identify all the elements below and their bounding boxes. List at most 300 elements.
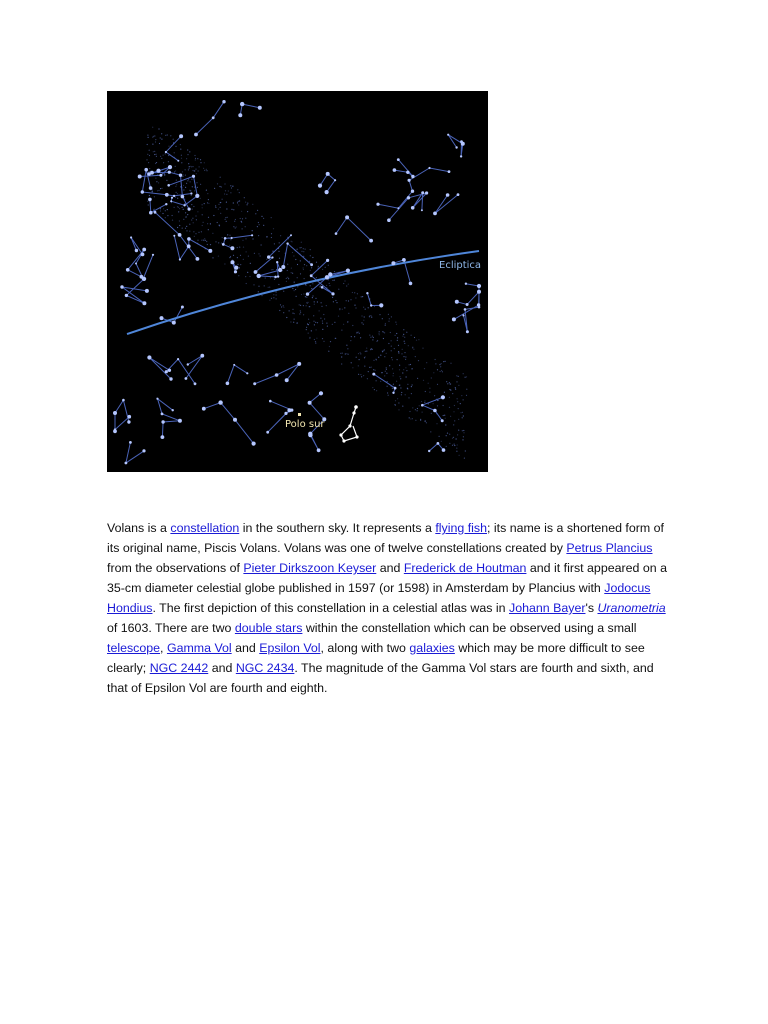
milky-way-dot — [398, 351, 399, 352]
star — [421, 404, 424, 407]
milky-way-dot — [204, 203, 205, 204]
milky-way-dot — [370, 349, 371, 350]
milky-way-dot — [392, 388, 393, 389]
milky-way-dot — [320, 285, 321, 286]
milky-way-dot — [408, 397, 409, 398]
milky-way-dot — [387, 386, 388, 387]
milky-way-dot — [180, 149, 181, 150]
milky-way-dot — [410, 418, 411, 419]
milky-way-dot — [272, 269, 273, 270]
milky-way-dot — [185, 169, 186, 170]
milky-way-dot — [149, 150, 150, 151]
milky-way-dot — [248, 256, 249, 257]
milky-way-dot — [218, 256, 219, 257]
milky-way-dot — [328, 279, 329, 280]
milky-way-dot — [456, 438, 457, 439]
milky-way-dot — [227, 234, 228, 235]
text-run: from the observations of — [107, 561, 244, 575]
star — [200, 354, 204, 358]
star — [165, 193, 169, 197]
milky-way-dot — [163, 155, 164, 156]
milky-way-dot — [224, 193, 225, 194]
star — [187, 237, 191, 241]
milky-way-dot — [449, 434, 450, 435]
star — [156, 398, 158, 400]
milky-way-dot — [385, 323, 386, 324]
milky-way-dot — [466, 395, 467, 396]
milky-way-dot — [411, 335, 412, 336]
link-galaxies[interactable]: galaxies — [409, 641, 455, 655]
star — [409, 282, 413, 286]
milky-way-dot — [435, 359, 436, 360]
milky-way-dot — [374, 389, 375, 390]
milky-way-dot — [202, 214, 203, 215]
milky-way-dot — [313, 315, 314, 316]
milky-way-dot — [197, 187, 198, 188]
milky-way-dot — [195, 169, 196, 170]
milky-way-dot — [371, 317, 372, 318]
link-constellation[interactable]: constellation — [170, 521, 240, 535]
milky-way-dot — [244, 197, 245, 198]
milky-way-dot — [463, 415, 464, 416]
milky-way-dot — [399, 385, 400, 386]
star — [446, 193, 450, 197]
milky-way-dot — [161, 158, 162, 159]
star — [466, 330, 469, 333]
star — [234, 270, 237, 273]
milky-way-dot — [191, 204, 192, 205]
milky-way-dot — [384, 375, 385, 376]
link-ngc-2442[interactable]: NGC 2442 — [149, 661, 209, 675]
milky-way-dot — [177, 198, 178, 199]
milky-way-dot — [152, 191, 153, 192]
milky-way-dot — [264, 285, 265, 286]
milky-way-dot — [391, 357, 392, 358]
milky-way-dot — [272, 251, 273, 252]
milky-way-dot — [190, 190, 191, 191]
milky-way-dot — [195, 233, 196, 234]
milky-way-dot — [442, 371, 443, 372]
milky-way-dot — [189, 166, 190, 167]
milky-way-dot — [356, 357, 357, 358]
milky-way-dot — [182, 171, 183, 172]
milky-way-dot — [194, 236, 195, 237]
milky-way-dot — [252, 230, 253, 231]
milky-way-dot — [328, 351, 329, 352]
star — [195, 194, 199, 198]
link-ngc-2434[interactable]: NGC 2434 — [235, 661, 295, 675]
milky-way-dot — [466, 389, 467, 390]
star — [125, 294, 128, 297]
milky-way-dot — [411, 368, 412, 369]
milky-way-dot — [376, 380, 377, 381]
milky-way-dot — [305, 249, 306, 250]
star — [428, 450, 430, 452]
milky-way-dot — [229, 245, 230, 246]
milky-way-dot — [361, 296, 362, 297]
milky-way-dot — [219, 225, 220, 226]
link-double-stars[interactable]: double stars — [234, 621, 303, 635]
star — [231, 237, 233, 239]
milky-way-dot — [155, 141, 156, 142]
star — [165, 370, 168, 373]
link-pieter-dirkszoon-keyser[interactable]: Pieter Dirkszoon Keyser — [243, 561, 377, 575]
milky-way-dot — [193, 206, 194, 207]
star — [455, 300, 459, 304]
star — [269, 400, 272, 403]
milky-way-dot — [352, 292, 353, 293]
star — [334, 179, 336, 181]
milky-way-dot — [206, 169, 207, 170]
milky-way-dot — [351, 336, 352, 337]
milky-way-dot — [373, 337, 374, 338]
milky-way-dot — [352, 367, 353, 368]
star — [464, 308, 467, 311]
milky-way-dot — [383, 338, 384, 339]
milky-way-dot — [165, 217, 166, 218]
milky-way-dot — [261, 244, 262, 245]
milky-way-dot — [306, 302, 307, 303]
milky-way-dot — [462, 430, 463, 431]
link-jodocus-hondius[interactable]: Jodocus Hondius — [107, 581, 651, 615]
milky-way-dot — [404, 343, 405, 344]
milky-way-dot — [172, 215, 173, 216]
milky-way-dot — [398, 409, 399, 410]
milky-way-dot — [195, 215, 196, 216]
milky-way-dot — [310, 255, 311, 256]
milky-way-dot — [177, 227, 178, 228]
milky-way-dot — [332, 297, 333, 298]
milky-way-dot — [303, 248, 304, 249]
milky-way-dot — [397, 340, 398, 341]
text-run: Volans is a — [107, 521, 171, 535]
milky-way-dot — [366, 351, 367, 352]
milky-way-dot — [245, 226, 246, 227]
milky-way-dot — [388, 343, 389, 344]
milky-way-dot — [406, 370, 407, 371]
text-run: . The first depiction of this constellation in a celestial atlas was in — [152, 601, 509, 615]
text-run: . The magnitude of the Gamma Vol stars are fourth and sixth, and that of Epsilon Vol are fourth and eighth. — [107, 661, 654, 695]
milky-way-dot — [329, 283, 330, 284]
star — [448, 170, 451, 173]
milky-way-dot — [160, 156, 161, 157]
star — [460, 155, 462, 157]
milky-way-dot — [407, 384, 408, 385]
milky-way-dot — [317, 301, 318, 302]
star — [281, 265, 285, 269]
milky-way-dot — [410, 364, 411, 365]
milky-way-dot — [308, 324, 309, 325]
milky-way-dot — [180, 144, 181, 145]
milky-way-dot — [305, 285, 306, 286]
star — [135, 263, 137, 265]
milky-way-dot — [177, 193, 178, 194]
milky-way-dot — [456, 381, 457, 382]
milky-way-dot — [370, 315, 371, 316]
milky-way-dot — [179, 225, 180, 226]
milky-way-dot — [181, 155, 182, 156]
star — [170, 200, 172, 202]
star — [138, 175, 142, 179]
milky-way-dot — [393, 384, 394, 385]
star — [442, 448, 446, 452]
milky-way-dot — [217, 183, 218, 184]
milky-way-dot — [398, 345, 399, 346]
milky-way-dot — [157, 190, 158, 191]
star — [277, 275, 279, 277]
star — [154, 211, 157, 214]
milky-way-dot — [361, 376, 362, 377]
milky-way-dot — [183, 219, 184, 220]
star — [406, 171, 409, 174]
link-petrus-plancius[interactable]: Petrus Plancius — [566, 541, 653, 555]
milky-way-dot — [398, 402, 399, 403]
milky-way-dot — [191, 195, 192, 196]
milky-way-dot — [338, 316, 339, 317]
star — [411, 190, 414, 193]
milky-way-dot — [201, 231, 202, 232]
star — [156, 169, 160, 173]
star — [407, 196, 410, 199]
milky-way-dot — [167, 209, 168, 210]
milky-way-dot — [163, 208, 164, 209]
milky-way-dot — [170, 135, 171, 136]
milky-way-dot — [293, 322, 294, 323]
milky-way-dot — [231, 187, 232, 188]
link-gamma-vol[interactable]: Gamma Vol — [166, 641, 232, 655]
milky-way-dot — [379, 334, 380, 335]
star — [222, 100, 225, 103]
milky-way-dot — [301, 251, 302, 252]
milky-way-dot — [343, 324, 344, 325]
milky-way-dot — [286, 317, 287, 318]
star — [190, 192, 192, 194]
milky-way-dot — [160, 210, 161, 211]
milky-way-dot — [417, 378, 418, 379]
milky-way-dot — [189, 151, 190, 152]
star — [465, 283, 467, 285]
milky-way-dot — [155, 178, 156, 179]
milky-way-dot — [323, 314, 324, 315]
milky-way-dot — [311, 288, 312, 289]
star — [171, 197, 173, 199]
milky-way-dot — [202, 207, 203, 208]
star — [147, 172, 151, 176]
milky-way-dot — [463, 436, 464, 437]
milky-way-dot — [462, 412, 463, 413]
milky-way-dot — [348, 313, 349, 314]
milky-way-dot — [205, 240, 206, 241]
milky-way-dot — [364, 357, 365, 358]
link-flying-fish[interactable]: flying fish — [435, 521, 487, 535]
milky-way-dot — [278, 251, 279, 252]
milky-way-dot — [395, 322, 396, 323]
milky-way-dot — [242, 228, 243, 229]
milky-way-dot — [225, 219, 226, 220]
milky-way-dot — [395, 405, 396, 406]
milky-way-dot — [466, 376, 467, 377]
milky-way-dot — [234, 221, 235, 222]
star — [394, 387, 397, 390]
milky-way-dot — [403, 356, 404, 357]
milky-way-dot — [220, 202, 221, 203]
milky-way-dot — [179, 208, 180, 209]
milky-way-dot — [340, 353, 341, 354]
milky-way-dot — [363, 324, 364, 325]
milky-way-dot — [255, 213, 256, 214]
milky-way-dot — [457, 398, 458, 399]
milky-way-dot — [178, 207, 179, 208]
article-paragraph — [107, 518, 667, 698]
milky-way-dot — [458, 376, 459, 377]
text-run: of 1603. There are two — [107, 621, 235, 635]
milky-way-dot — [188, 169, 189, 170]
milky-way-dot — [279, 242, 280, 243]
star — [231, 260, 235, 264]
star — [179, 134, 183, 138]
milky-way-dot — [310, 285, 311, 286]
star — [437, 442, 440, 445]
star — [159, 174, 162, 177]
south-pole-marker — [298, 413, 301, 416]
star — [181, 306, 184, 309]
milky-way-dot — [254, 253, 255, 254]
star — [122, 399, 125, 402]
milky-way-dot — [443, 405, 444, 406]
milky-way-dot — [391, 350, 392, 351]
milky-way-dot — [393, 373, 394, 374]
milky-way-dot — [188, 163, 189, 164]
link-epsilon-vol[interactable]: Epsilon Vol — [259, 641, 321, 655]
milky-way-dot — [288, 278, 289, 279]
milky-way-dot — [412, 384, 413, 385]
milky-way-dot — [402, 349, 403, 350]
milky-way-dot — [290, 321, 291, 322]
milky-way-dot — [311, 330, 312, 331]
milky-way-dot — [406, 376, 407, 377]
milky-way-dot — [227, 217, 228, 218]
milky-way-dot — [306, 265, 307, 266]
text-run: and it first appeared on a 35-cm diameter celestial globe published in 1597 (or 1598) in Amsterdam by Plancius with — [107, 561, 667, 595]
milky-way-dot — [458, 385, 459, 386]
milky-way-dot — [403, 334, 404, 335]
milky-way-dot — [441, 363, 442, 364]
milky-way-dot — [189, 224, 190, 225]
milky-way-dot — [156, 156, 157, 157]
milky-way-dot — [461, 395, 462, 396]
milky-way-dot — [308, 319, 309, 320]
star — [173, 195, 175, 197]
star — [402, 258, 406, 262]
text-run: within the constellation which can be observed using a small — [302, 621, 637, 635]
milky-way-dot — [458, 408, 459, 409]
milky-way-dot — [365, 351, 366, 352]
milky-way-dot — [428, 383, 429, 384]
milky-way-dot — [400, 378, 401, 379]
milky-way-dot — [218, 209, 219, 210]
milky-way-dot — [206, 190, 207, 191]
milky-way-dot — [239, 200, 240, 201]
milky-way-dot — [225, 190, 226, 191]
text-run: in the southern sky. It represents a — [239, 521, 436, 535]
star — [271, 256, 273, 258]
milky-way-dot — [250, 263, 251, 264]
milky-way-dot — [329, 285, 330, 286]
milky-way-dot — [355, 307, 356, 308]
milky-way-dot — [412, 407, 413, 408]
milky-way-dot — [273, 228, 274, 229]
star — [142, 301, 146, 305]
link-telescope[interactable]: telescope — [107, 641, 161, 655]
star — [212, 116, 215, 119]
milky-way-dot — [156, 162, 157, 163]
milky-way-dot — [300, 312, 301, 313]
star — [397, 158, 400, 161]
milky-way-dot — [395, 335, 396, 336]
milky-way-dot — [426, 422, 427, 423]
star — [252, 442, 256, 446]
milky-way-dot — [161, 133, 162, 134]
star — [276, 261, 278, 263]
milky-way-dot — [320, 318, 321, 319]
milky-way-dot — [345, 353, 346, 354]
milky-way-dot — [280, 304, 281, 305]
link-frederick-de-houtman[interactable]: Frederick de Houtman — [403, 561, 527, 575]
milky-way-dot — [363, 375, 364, 376]
milky-way-dot — [294, 319, 295, 320]
milky-way-dot — [238, 201, 239, 202]
milky-way-dot — [369, 315, 370, 316]
milky-way-dot — [425, 421, 426, 422]
link-uranometria[interactable] — [597, 601, 665, 615]
milky-way-dot — [424, 368, 425, 369]
star — [113, 411, 117, 415]
link-johann-bayer[interactable]: Johann Bayer — [509, 601, 586, 615]
star — [254, 270, 258, 274]
star — [240, 102, 244, 106]
milky-way-dot — [271, 269, 272, 270]
milky-way-dot — [278, 284, 279, 285]
milky-way-dot — [237, 264, 238, 265]
milky-way-dot — [396, 381, 397, 382]
milky-way-dot — [242, 218, 243, 219]
milky-way-dot — [348, 300, 349, 301]
milky-way-dot — [226, 208, 227, 209]
milky-way-dot — [153, 151, 154, 152]
milky-way-dot — [257, 226, 258, 227]
star — [177, 358, 179, 360]
milky-way-dot — [217, 222, 218, 223]
star — [447, 134, 449, 136]
milky-way-dot — [408, 345, 409, 346]
milky-way-dot — [168, 161, 169, 162]
milky-way-dot — [306, 305, 307, 306]
star — [466, 303, 469, 306]
milky-way-dot — [297, 264, 298, 265]
milky-way-dot — [230, 192, 231, 193]
milky-way-dot — [457, 434, 458, 435]
milky-way-dot — [193, 231, 194, 232]
milky-way-dot — [287, 270, 288, 271]
milky-way-dot — [167, 134, 168, 135]
milky-way-dot — [215, 207, 216, 208]
milky-way-dot — [160, 137, 161, 138]
milky-way-dot — [153, 136, 154, 137]
star — [310, 263, 313, 266]
milky-way-dot — [160, 188, 161, 189]
milky-way-dot — [316, 262, 317, 263]
milky-way-dot — [191, 166, 192, 167]
